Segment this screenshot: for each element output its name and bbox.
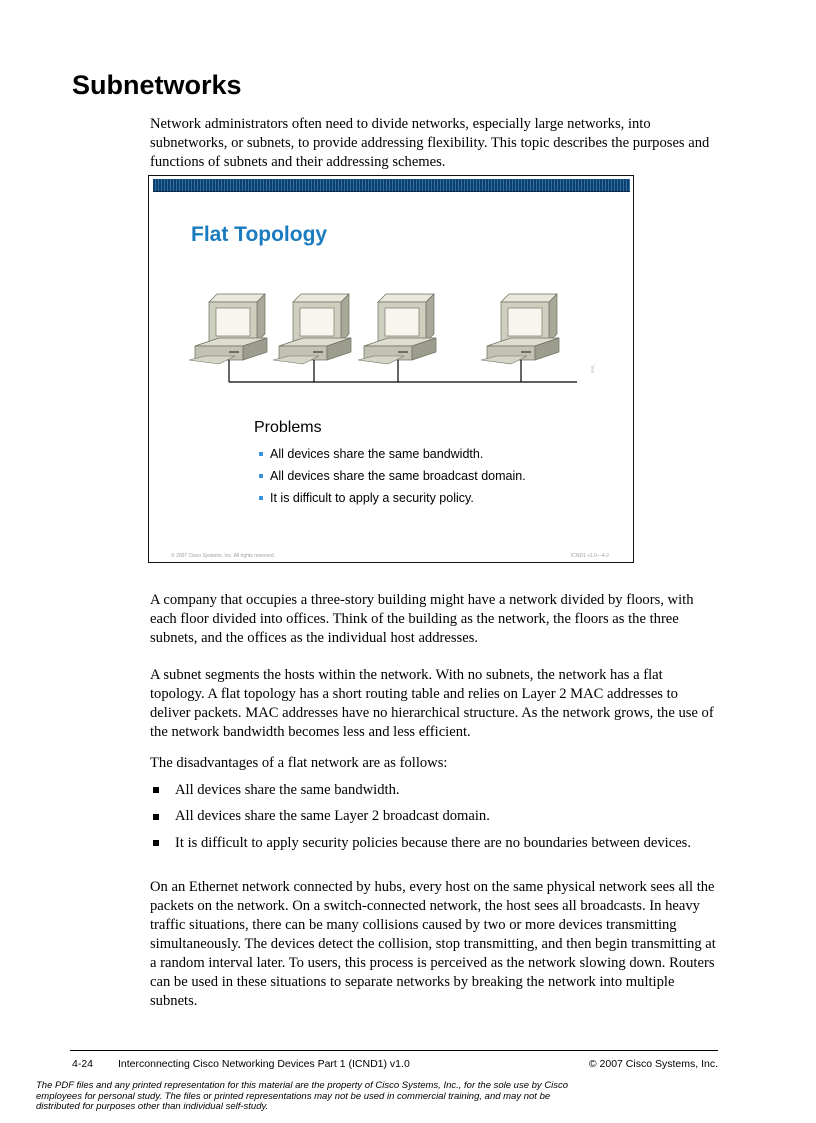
list-item: It is difficult to apply security policies because there are no boundaries between devices. bbox=[150, 830, 720, 857]
bullet-square-icon bbox=[259, 474, 263, 478]
ethernet-bus bbox=[229, 360, 577, 382]
disadvantages-list bbox=[150, 777, 720, 857]
bullet-square-icon bbox=[153, 787, 159, 793]
computer-icon bbox=[481, 294, 559, 364]
list-item: All devices share the same bandwidth. bbox=[150, 777, 720, 804]
bullet-square-icon bbox=[153, 814, 159, 820]
footer-course-title: Interconnecting Cisco Networking Devices Part 1 (ICND1) v1.0 bbox=[118, 1058, 410, 1070]
problems-heading: Problems bbox=[254, 419, 322, 436]
list-item: All devices share the same bandwidth. bbox=[259, 443, 526, 465]
intro-paragraph: Network administrators often need to divide networks, especially large networks, into subnetworks, or subnets, to provide addressing flexibility. This topic describes the purposes and functions of subnets and their addressing schemes. bbox=[150, 116, 710, 170]
page-title: Subnetworks bbox=[72, 70, 242, 100]
legal-notice: The PDF files and any printed representation for this material are the property of Cisco Systems, Inc., for the sole use by Cisco employees for personal study. The files or printed representations may not be used in commercial training, and may not be distributed for purposes other than individual self-study. bbox=[36, 1080, 569, 1112]
computer-icon bbox=[189, 294, 267, 364]
footer-copyright: © 2007 Cisco Systems, Inc. bbox=[588, 1058, 718, 1070]
list-item: It is difficult to apply a security policy. bbox=[259, 487, 526, 509]
slide-side-code: icnd_ bbox=[589, 363, 595, 374]
bullet-square-icon bbox=[153, 840, 159, 846]
footer-page-number: 4-24 bbox=[72, 1058, 94, 1070]
paragraph-building: A company that occupies a three-story building might have a network divided by floors, with each floor divided into offices. Think of the building as the network, the floors as the three subnets, and the offices as the individual host addresses. bbox=[150, 592, 694, 646]
bullet-square-icon bbox=[259, 496, 263, 500]
paragraph-disadvantages-intro: The disadvantages of a flat network are as follows: bbox=[150, 755, 448, 771]
paragraph-flat-topology: A subnet segments the hosts within the network. With no subnets, the network has a flat topology. A flat topology has a short routing table and relies on Layer 2 MAC addresses to deliver packets. MAC addresses have no hierarchical structure. As the network grows, the use of the network bandwidth becomes less and less efficient. bbox=[150, 667, 714, 740]
bullet-square-icon bbox=[259, 452, 263, 456]
slide-copyright: © 2007 Cisco Systems, Inc. All rights reserved. bbox=[171, 553, 276, 559]
problems-list bbox=[259, 443, 526, 509]
slide-code: ICND1 v1.0—4-2 bbox=[570, 553, 609, 559]
computer-icon bbox=[358, 294, 436, 364]
footer-rule bbox=[70, 1050, 718, 1051]
list-item: All devices share the same broadcast domain. bbox=[259, 465, 526, 487]
paragraph-ethernet: On an Ethernet network connected by hubs, every host on the same physical network sees all the packets on the network. On a switch-connected network, the host sees all broadcasts. In heavy traffic situations, there can be many collisions caused by two or more devices transmitting simultaneously. The devices detect the collision, stop transmitting, and then begin transmitting at a random interval later. To users, this process is perceived as the network slowing down. Routers can be used in these situations to separate networks by breaking the network into multiple subnets. bbox=[150, 879, 716, 1009]
list-item: All devices share the same Layer 2 broadcast domain. bbox=[150, 804, 720, 831]
computer-icon bbox=[273, 294, 351, 364]
slide-figure bbox=[148, 175, 634, 563]
slide-title: Flat Topology bbox=[191, 223, 328, 246]
